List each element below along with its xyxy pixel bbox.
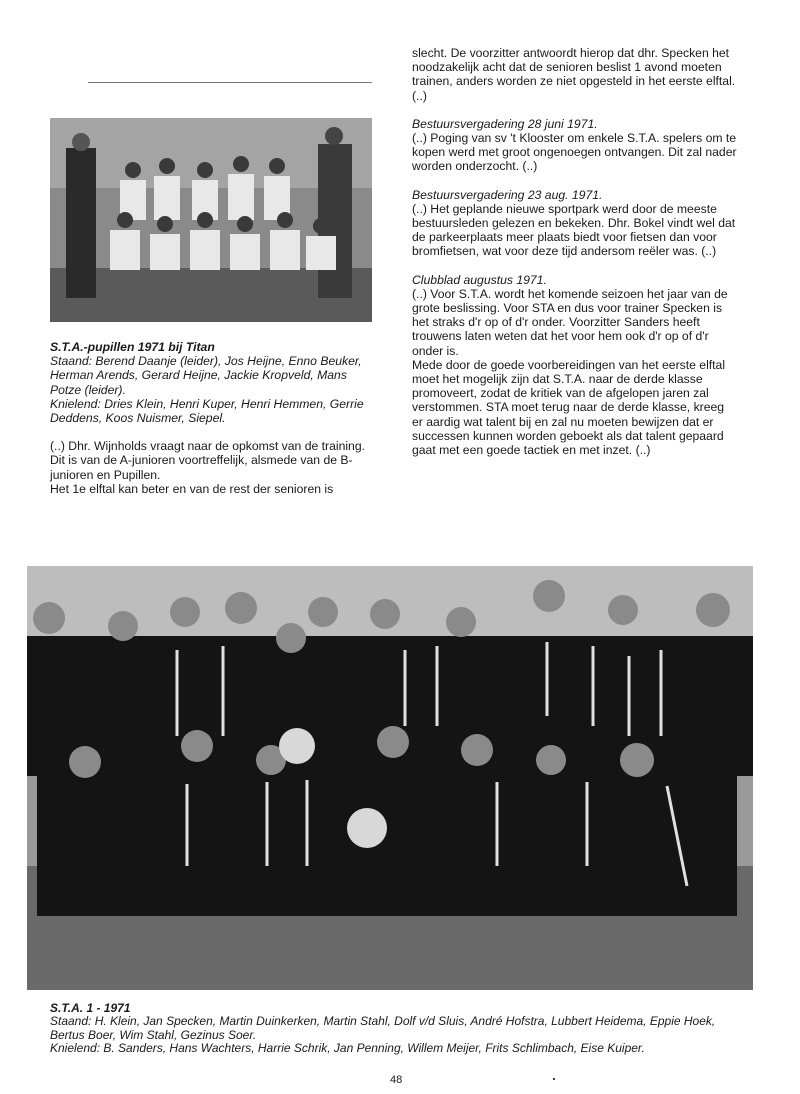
paragraph: (..) Voor S.T.A. wordt het komende seizoen het jaar van de grote beslissing. Voor STA en dus voor trainer Specken is het straks d'r op of d'r onder. Voorzitter Sanders heeft trouwens laten weten dat het voor hem ook d'r op of d'r onder is. xyxy=(412,286,728,358)
photo-first-team xyxy=(27,566,753,990)
photo-caption-standing: Staand: Berend Daanje (leider), Jos Heijne, Enno Beuker, Herman Arends, Gerard Heijne, Jackie Kropveld, Mans Potze (leider). xyxy=(50,354,362,397)
paragraph: Mede door de goede voorbereidingen van het eerste elftal moet het mogelijk zijn dat S.T.A. naar de derde klasse promoveert, zodat de kritiek van de afgelopen jaren zal verstommen. STA moet terug naar de derde klasse, kreeg er aardig wat talent bij en zal nu moeten bewijzen dat er successen kunnen worden geboekt als dat talent gepaard gaat met een goede tactiek en met inzet. (..) xyxy=(412,357,726,458)
decorative-rule xyxy=(88,82,372,83)
page-number: 48 xyxy=(390,1074,403,1086)
photo-caption-title: S.T.A. 1 - 1971 xyxy=(50,1001,131,1015)
section-heading: Bestuursvergadering 28 juni 1971. xyxy=(412,116,598,131)
photo-caption-kneeling: Knielend: Dries Klein, Henri Kuper, Henri Hemmen, Gerrie Deddens, Koos Nuismer, Siepel. xyxy=(50,396,364,426)
photo-caption-standing: Staand: H. Klein, Jan Specken, Martin Duinkerken, Martin Stahl, Dolf v/d Sluis, André Hofstra, Lubbert Heidema, Eppie Hoek, Bertus Boer, Wim Stahl, Gezinus Soer. xyxy=(50,1014,716,1042)
left-text-column xyxy=(50,340,376,496)
paragraph: Het 1e elftal kan beter en van de rest der senioren is xyxy=(50,481,334,496)
team-photo-caption xyxy=(50,1002,750,1056)
section-heading: Clubblad augustus 1971. xyxy=(412,272,547,287)
paragraph: (..) Het geplande nieuwe sportpark werd door de meeste bestuursleden gelezen en bekeken. Dhr. Bokel vindt wel dat de parkeerplaats meer plaats biedt voor fietsen dan voor bromfietsen, wat voor deze tijd andersom reëler was. (..) xyxy=(412,201,736,259)
paragraph: slecht. De voorzitter antwoordt hierop dat dhr. Specken het noodzakelijk acht dat de senioren beslist 1 avond moeten trainen, anders worden ze niet opgesteld in het eerste elftal. (..) xyxy=(412,46,736,103)
paragraph: (..) Poging van sv 't Klooster om enkele S.T.A. spelers om te kopen werd met groot ongenoegen ontvangen. Dit zal nader worden onderzocht. (..) xyxy=(412,131,737,174)
paragraph: (..) Dhr. Wijnholds vraagt naar de opkomst van de training. Dit is van de A-junioren voortreffelijk, alsmede van de B-junioren en Pupillen. xyxy=(50,439,365,482)
section-heading: Bestuursvergadering 23 aug. 1971. xyxy=(412,187,603,202)
photo-caption-kneeling: Knielend: B. Sanders, Hans Wachters, Harrie Schrik, Jan Penning, Willem Meijer, Frits Schlimbach, Eise Kuiper. xyxy=(50,1041,645,1056)
photo-caption-title: S.T.A.-pupillen 1971 bij Titan xyxy=(50,340,215,354)
print-speck xyxy=(553,1078,555,1080)
photo-pupillen-team xyxy=(50,118,372,322)
right-text-column xyxy=(412,46,738,457)
